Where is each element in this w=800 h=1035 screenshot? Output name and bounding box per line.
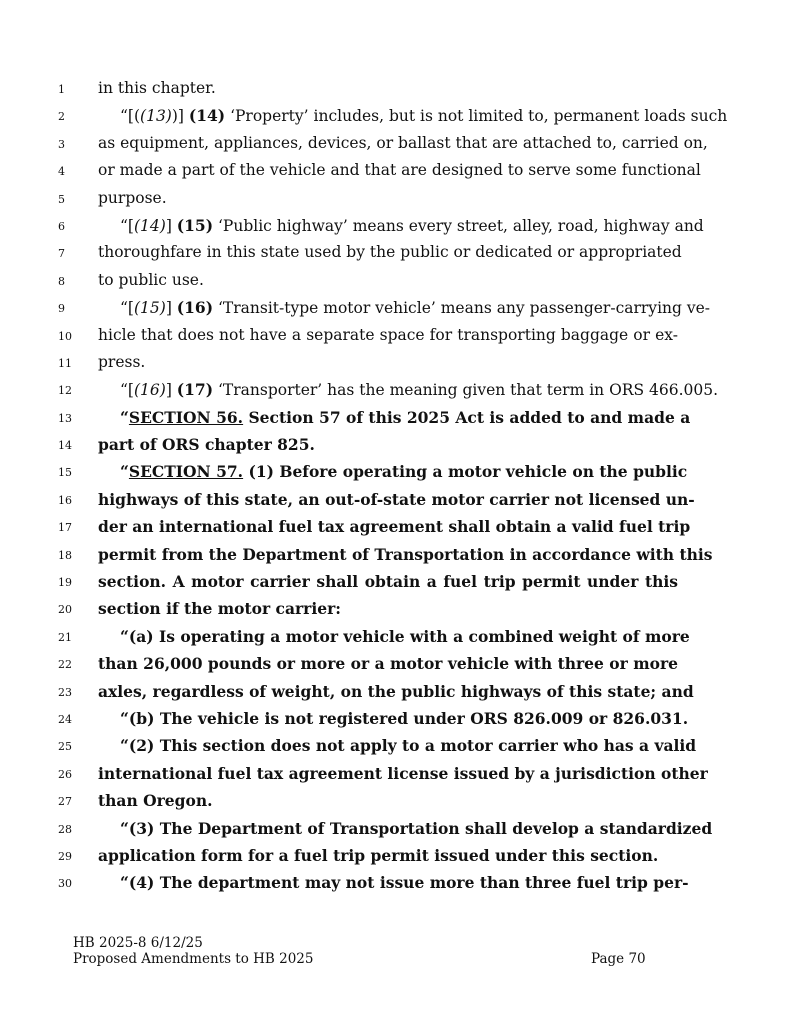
line-number: 29 [58, 849, 72, 863]
text-line [0, 212, 800, 239]
line-number: 1 [58, 83, 65, 96]
italic-text: (15) [133, 299, 166, 318]
text-line [0, 130, 800, 157]
bold-text: (15) [176, 215, 214, 235]
text-run: ] [165, 216, 177, 235]
text-run: thoroughfare in this state used by the public or dedicated or appropriated [98, 243, 682, 262]
text-run: as equipment, appliances, devices, or ballast that are attached to, carried on, [98, 133, 708, 152]
text-line [0, 486, 800, 513]
text-run: hicle that does not have a separate space for transporting baggage or ex- [98, 325, 678, 344]
footer-bill-line: HB 2025-8 6/12/25 [73, 935, 203, 951]
line-text [98, 267, 678, 294]
underlined-heading: SECTION 56. [128, 407, 244, 427]
text-line [0, 650, 800, 677]
line-text [98, 185, 678, 212]
bold-text: der an international fuel tax agreement shall obtain a valid fuel trip [98, 517, 691, 537]
line-text [98, 541, 713, 569]
line-text [120, 869, 689, 897]
bold-text: highways of this state, an out-of-state motor carrier not licensed un- [98, 489, 695, 509]
line-number: 10 [58, 329, 72, 343]
text-line [0, 376, 800, 403]
bold-text: “(3) The Department of Transportation shall develop a standardized [120, 818, 713, 838]
line-number: 18 [58, 548, 72, 562]
italic-text: (14) [133, 216, 166, 235]
text-line [0, 513, 800, 540]
line-number: 13 [58, 411, 72, 425]
line-number: 30 [58, 877, 72, 891]
text-run: ‘Transit-type motor vehicle’ means any passenger-carrying ve- [213, 299, 711, 318]
text-run: )] [171, 107, 189, 126]
text-run: or made a part of the vehicle and that are designed to serve some functional [98, 161, 701, 180]
text-line [0, 404, 800, 431]
document-body [0, 75, 800, 897]
italic-text: (16) [133, 381, 166, 400]
line-text [98, 513, 691, 541]
line-text [120, 294, 711, 322]
line-number: 21 [58, 630, 72, 644]
text-line [0, 157, 800, 184]
line-text [120, 376, 719, 404]
line-text [98, 322, 678, 349]
line-number: 8 [58, 274, 65, 288]
page-footer [73, 935, 653, 967]
line-number: 15 [58, 466, 72, 480]
line-text [120, 732, 697, 760]
line-text [98, 842, 678, 870]
line-text [98, 431, 678, 459]
bold-text: section if the motor carrier: [98, 599, 341, 619]
line-text [98, 130, 708, 157]
text-line [0, 75, 800, 102]
text-run: ] [165, 299, 177, 318]
text-line [0, 760, 800, 787]
line-number: 27 [58, 795, 72, 809]
text-line [0, 541, 800, 568]
text-run: purpose. [98, 188, 167, 207]
text-line [0, 787, 800, 814]
text-run: ‘Public highway’ means every street, alley, road, highway and [213, 216, 704, 235]
line-number: 11 [58, 356, 72, 370]
text-line [0, 705, 800, 732]
bold-text: than 26,000 pounds or more or a motor vehicle with three or more [98, 654, 678, 674]
text-line [0, 267, 800, 294]
text-run: in this chapter. [98, 79, 216, 97]
bold-text: section. A motor carrier shall obtain a fuel trip permit under this [98, 572, 678, 592]
line-number: 28 [58, 822, 72, 836]
text-line [0, 349, 800, 376]
text-line [0, 458, 800, 485]
footer-page-number: Page 70 [591, 951, 646, 967]
line-text [120, 212, 704, 240]
line-number: 16 [58, 493, 72, 507]
text-line [0, 678, 800, 705]
bold-text: “(4) The department may not issue more than three fuel trip per- [120, 873, 689, 893]
line-number: 9 [58, 302, 65, 316]
text-line [0, 431, 800, 458]
line-number: 20 [58, 603, 72, 617]
line-number: 17 [58, 521, 72, 535]
bold-text: part of ORS chapter 825. [98, 435, 315, 455]
text-line [0, 322, 800, 349]
text-line [0, 185, 800, 212]
line-number: 3 [58, 137, 65, 151]
line-text [98, 787, 678, 815]
text-run: ‘Transporter’ has the meaning given that term in ORS 466.005. [213, 381, 719, 400]
bold-text: international fuel tax agreement license issued by a jurisdiction other [98, 763, 708, 783]
line-number: 25 [58, 740, 72, 754]
line-text [98, 349, 678, 376]
bold-text: Section 57 of this 2025 Act is added to and made a [243, 407, 691, 427]
text-line [0, 568, 800, 595]
bold-text: (17) [176, 380, 214, 400]
text-run: “[ [120, 381, 134, 400]
line-text [120, 458, 688, 486]
text-line [0, 294, 800, 321]
text-run: press. [98, 352, 146, 371]
bold-text: (16) [176, 298, 214, 318]
line-text [98, 650, 678, 678]
line-text [120, 623, 690, 651]
line-text [120, 705, 689, 733]
bold-text: (1) Before operating a motor vehicle on the public [243, 462, 688, 482]
line-number: 5 [58, 192, 65, 206]
text-line [0, 623, 800, 650]
bold-text: “(a) Is operating a motor vehicle with a combined weight of more [120, 626, 690, 646]
line-number: 6 [58, 219, 65, 233]
line-text [98, 760, 708, 788]
line-text [98, 157, 701, 184]
text-run: “[( [120, 107, 141, 126]
italic-text: (13) [140, 107, 172, 126]
line-text [120, 815, 713, 843]
line-text [98, 486, 695, 514]
text-line [0, 869, 800, 896]
text-line [0, 102, 800, 129]
line-text [120, 404, 691, 432]
line-number: 4 [58, 165, 65, 179]
bold-text: “(b) The vehicle is not registered under ORS 826.009 or 826.031. [120, 708, 689, 728]
line-text [98, 595, 678, 623]
line-number: 23 [58, 685, 72, 699]
footer-amendment-line: Proposed Amendments to HB 2025 [73, 951, 314, 967]
bold-text: “(2) This section does not apply to a motor carrier who has a valid [120, 736, 697, 756]
text-line [0, 595, 800, 622]
line-number: 12 [58, 384, 72, 398]
line-number: 7 [58, 247, 65, 261]
line-number: 22 [58, 658, 72, 672]
bold-text: permit from the Department of Transportation in accordance with this [98, 544, 713, 564]
text-run: “[ [120, 299, 134, 318]
line-number: 14 [58, 439, 72, 453]
line-number: 24 [58, 712, 72, 726]
line-text [98, 678, 694, 706]
line-number: 26 [58, 767, 72, 781]
text-run: ‘Property’ includes, but is not limited to, permanent loads such [225, 107, 728, 126]
bold-text: (14) [188, 106, 226, 126]
text-run: “[ [120, 216, 134, 235]
text-line [0, 239, 800, 266]
bold-text: axles, regardless of weight, on the public highways of this state; and [98, 681, 694, 701]
text-line [0, 732, 800, 759]
text-line [0, 815, 800, 842]
bold-text: than Oregon. [98, 791, 213, 811]
text-run: to public use. [98, 270, 204, 289]
bold-text: “ [120, 462, 129, 482]
line-text [98, 239, 682, 266]
line-text [98, 568, 678, 596]
line-number: 2 [58, 110, 65, 124]
line-number: 19 [58, 576, 72, 590]
bold-text: application form for a fuel trip permit issued under this section. [98, 845, 659, 865]
line-text [98, 75, 678, 102]
underlined-heading: SECTION 57. [128, 462, 244, 482]
line-text [120, 102, 728, 130]
text-line [0, 842, 800, 869]
text-run: ] [165, 381, 177, 400]
bold-text: “ [120, 407, 129, 427]
